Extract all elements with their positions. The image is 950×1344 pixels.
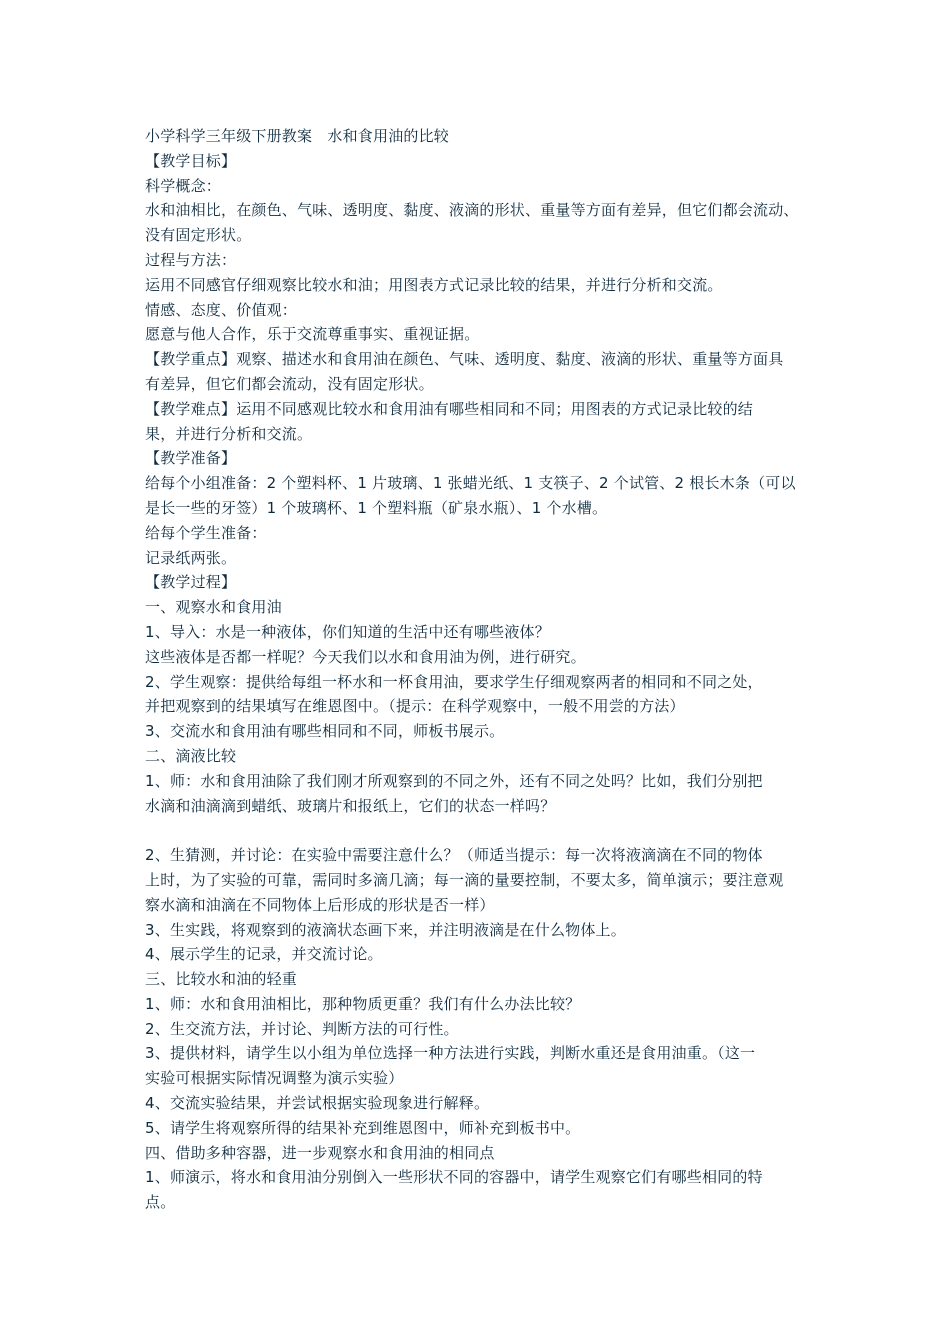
subsection-heading: 三、比较水和油的轻重 <box>145 970 298 989</box>
text-line: 果，并进行分析和交流。 <box>145 424 313 443</box>
document-page <box>145 124 815 1215</box>
doc-title: 小学科学三年级下册教案 水和食用油的比较 <box>145 127 450 145</box>
text-line: 并把观察到的结果填写在维恩图中。（提示：在科学观察中，一般不用尝的方法） <box>145 697 685 716</box>
text-line: 2、学生观察：提供给每组一杯水和一杯食用油，要求学生仔细观察两者的相同和不同之处， <box>145 672 763 691</box>
text-line: 运用不同感官仔细观察比较水和油；用图表方式记录比较的结果，并进行分析和交流。 <box>145 275 723 294</box>
text-line: 5、请学生将观察所得的结果补充到维恩图中，师补充到板书中。 <box>145 1118 581 1137</box>
text-line: 水滴和油滴滴到蜡纸、玻璃片和报纸上，它们的状态一样吗？ <box>145 796 556 815</box>
section-heading-difficulties: 【教学难点】运用不同感观比较水和食用油有哪些相同和不同；用图表的方式记录比较的结 <box>145 399 754 418</box>
text-line: 这些液体是否都一样呢？今天我们以水和食用油为例，进行研究。 <box>145 647 586 666</box>
text-line: 上时，为了实验的可靠，需同时多滴几滴；每一滴的量要控制，不要太多，简单演示；要注意观 <box>145 870 784 889</box>
text-line: 1、师：水和食用油相比，那种物质更重？我们有什么办法比较？ <box>145 994 581 1013</box>
text-line: 4、交流实验结果，并尝试根据实验现象进行解释。 <box>145 1094 490 1113</box>
text-line: 3、提供材料，请学生以小组为单位选择一种方法进行实践，判断水重还是食用油重。（这一 <box>145 1044 756 1063</box>
text-line: 是长一些的牙签）1 个玻璃杯、1 个塑料瓶（矿泉水瓶）、1 个水槽。 <box>145 498 608 517</box>
text-line: 1、师演示，将水和食用油分别倒入一些形状不同的容器中，请学生观察它们有哪些相同的特 <box>145 1168 763 1187</box>
text-line: 愿意与他人合作，乐于交流尊重事实、重视证据。 <box>145 325 480 344</box>
text-line: 有差异，但它们都会流动，没有固定形状。 <box>145 374 434 393</box>
section-heading-process: 【教学过程】 <box>145 573 237 592</box>
text-line: 1、导入：水是一种液体，你们知道的生活中还有哪些液体？ <box>145 622 550 641</box>
text-line: 点。 <box>145 1193 176 1212</box>
text-line: 没有固定形状。 <box>145 226 252 245</box>
text-line: 1、师：水和食用油除了我们刚才所观察到的不同之外，还有不同之处吗？比如，我们分别把 <box>145 771 763 790</box>
text-line: 科学概念： <box>145 176 222 195</box>
section-heading-preparation: 【教学准备】 <box>145 449 237 468</box>
text-line: 4、展示学生的记录，并交流讨论。 <box>145 945 383 964</box>
text-line: 3、交流水和食用油有哪些相同和不同，师板书展示。 <box>145 722 505 741</box>
text-line: 察水滴和油滴在不同物体上后形成的形状是否一样） <box>145 895 495 914</box>
text-line: 记录纸两张。 <box>145 548 237 567</box>
blank-line <box>145 818 815 843</box>
text-line: 给每个学生准备： <box>145 523 267 542</box>
text-line: 情感、态度、价值观： <box>145 300 298 319</box>
subsection-heading: 二、滴液比较 <box>145 746 237 765</box>
text-line: 实验可根据实际情况调整为演示实验） <box>145 1069 404 1088</box>
text-line: 过程与方法： <box>145 250 237 269</box>
section-heading-key-points: 【教学重点】观察、描述水和食用油在颜色、气味、透明度、黏度、液滴的形状、重量等方面具 <box>145 350 784 369</box>
text-line: 2、生猜测，并讨论：在实验中需要注意什么？（师适当提示：每一次将液滴滴在不同的物体 <box>145 846 763 865</box>
text-line: 水和油相比，在颜色、气味、透明度、黏度、液滴的形状、重量等方面有差异，但它们都会流动、 <box>145 201 799 220</box>
section-heading-objectives: 【教学目标】 <box>145 151 237 170</box>
text-line: 3、生实践，将观察到的液滴状态画下来，并注明液滴是在什么物体上。 <box>145 920 626 939</box>
subsection-heading: 一、观察水和食用油 <box>145 598 282 617</box>
text-line: 给每个小组准备：2 个塑料杯、1 片玻璃、1 张蜡光纸、1 支筷子、2 个试管、2 根长木条（可以 <box>145 474 796 493</box>
subsection-heading: 四、借助多种容器，进一步观察水和食用油的相同点 <box>145 1143 495 1162</box>
text-line: 2、生交流方法，并讨论、判断方法的可行性。 <box>145 1019 459 1038</box>
